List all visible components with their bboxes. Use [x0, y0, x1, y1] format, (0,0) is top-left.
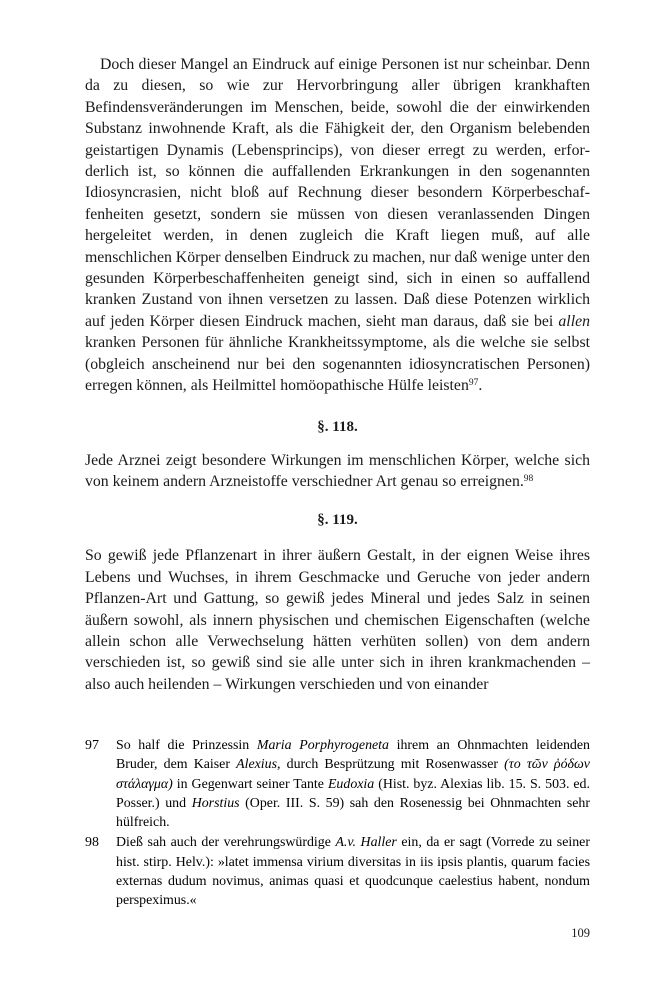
paragraph-end: . — [478, 377, 483, 395]
footnote-ref-98[interactable]: 98 — [523, 473, 534, 484]
footnote-98 — [85, 833, 590, 910]
paragraph-117-continuation — [85, 54, 590, 397]
emphasis-allen: allen — [558, 312, 590, 330]
footnote-97 — [85, 736, 590, 832]
footnotes — [85, 736, 590, 912]
footnote-number: 98 — [85, 835, 99, 851]
footnote-ref-97[interactable]: 97 — [468, 378, 479, 389]
paragraph-119: So gewiß jede Pflanzenart in ihrer äußern Gestalt, in der eignen Weise ihres Lebens und Wuchses, in ihrem Geschmacke und Geruche von jeder andern Pflanzen-Art und Gattung, so gewiß jedes Mineral und jedes Salz in seinen äußern sowohl, als innern physischen und chemischen Eigenschaften (welche allein schon alle Verwechselung hätten verhüten sollen) von dem andern verschieden ist, so gewiß sind sie alle unter sich in ihren krankmachenden – also auch heilenden – Wirkungen verschieden und von einander — [85, 547, 590, 693]
paragraph-text: Jede Arznei zeigt besondere Wirkungen im menschlichen Körper, welche sich von keinem andern Arzneistoffe verschiedner Art genau so erreignen. — [85, 451, 590, 490]
page-number: 109 — [571, 926, 590, 940]
section-heading-119: §. 119. — [317, 512, 358, 529]
paragraph-118 — [85, 450, 590, 493]
paragraph-text: Doch dieser Mangel an Eindruck auf einige Personen ist nur scheinbar. Denn da zu diesen, so wie zur Hervorbringung aller übrigen krankhaften Befindensveränderungen im Menschen, beide, sowohl die der einwirkenden Substanz inwohnende Kraft, als die Fähigkeit der, den Organism belebenden geistartigen Dynamis (Lebensprincips), von dieser erregt zu werden, erforderlich ist, so können die auffallenden Erkrankungen in den sogenannten Idiosyncrasien, nicht bloß auf Rechnung dieser besondern Körperbeschaffenheiten gesetzt, sondern sie müssen von diesen veranlassenden Dingen hergeleitet werden, in denen zugleich die Kraft liegen muß, auf alle menschlichen Körper denselben Eindruck zu machen, nur daß wenige unter den gesunden Körperbeschaffenheiten geneigt sind, sich in einen so auffallend kranken Zustand von ihnen versetzen zu lassen. Daß diese Potenzen wirklich auf jeden Körper diesen Eindruck machen, sieht man daraus, daß sie bei — [85, 56, 590, 330]
section-heading-118: §. 118. — [317, 418, 358, 435]
main-text-block — [85, 54, 590, 695]
paragraph-text: kranken Personen für ähnliche Krankheitssymptome, als die welche sie selbst (obgleich anscheinend nur bei den sogenannten idiosyncratischen Personen) erregen können, als Heilmittel homöopathische Hülfe leisten — [85, 334, 590, 395]
footnote-number: 97 — [85, 738, 99, 753]
footnote-text: Dieß sah auch der verehrungswürdige A.v. Haller ein, da er sagt (Vorrede zu seiner hist. stirp. Helv.): »latet immensa virium diversitas in iis ipsis plantis, quarum facies externas dudum novimus, animas quasi et quodcunque caelestius habent, nondum perspeximus.« — [116, 835, 590, 909]
footnote-text: So half die Prinzessin Maria Porphyrogeneta ihrem an Ohnmachten leidenden Bruder, dem Kaiser Alexius, durch Besprützung mit Rosenwasser (το τῶν ῥόδων στάλαγμα) in Gegenwart seiner Tante Eudoxia (Hist. byz. Alexias lib. 15. S. 503. ed. Posser.) und Horstius (Oper. III. S. 59) sah den Rosenessig bei Ohnmachten sehr hülfreich. — [116, 738, 590, 831]
